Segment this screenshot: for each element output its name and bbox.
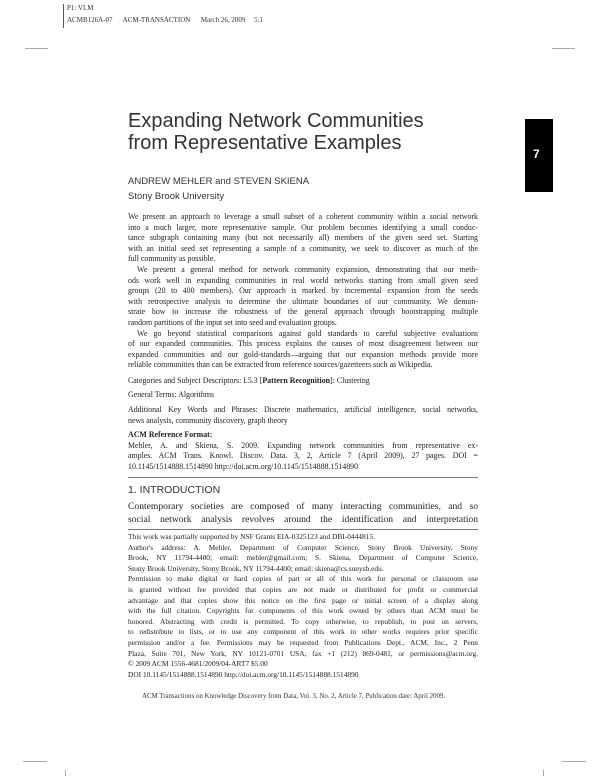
categories-suffix: ]: Clustering: [330, 376, 370, 385]
abstract-line: strate how to increase the robustness of the general approach through bootstrapping multiple: [128, 307, 478, 317]
abstract-line: We present an approach to leverage a small subset of a coherent community within a social network: [128, 212, 478, 221]
crop-mark: [543, 770, 544, 776]
crop-mark: [552, 48, 575, 49]
abstract-line: reliable communities than can be extracted from reference sources/gazetteers such as Wikipedia.: [128, 360, 433, 370]
footnote-line: Stony Brook University, Stony Brook, NY 11794-4400; email: skiena@cs.sunysb.edu.: [128, 563, 384, 573]
header-line1: P1: VLM: [67, 4, 94, 12]
abstract: [128, 212, 478, 371]
categories: [128, 376, 478, 387]
footnote-line: This work was partially supported by NSF Grants EIA-0325123 and DBI-0444815.: [128, 532, 375, 541]
intro-line: social network analysis revolves around the identification and interpretation: [128, 514, 478, 525]
footnote-line: © 2009 ACM 1556-4681/2009/04-ART7 $5.00: [128, 659, 268, 669]
keywords-line: news analysis, community discovery, graph theory: [128, 415, 288, 425]
abstract-line: with an initial seed set representing a sample of a community, we seek to discover as much of the: [128, 243, 478, 253]
footnote-line: honored. Abstracting with credit is permitted. To copy otherwise, to republish, to post on servers,: [128, 616, 478, 626]
abstract-line: full community as possible.: [128, 254, 216, 264]
reference-heading: ACM Reference Format:: [128, 430, 213, 439]
paper-title: [128, 110, 424, 154]
header-journal: ACM-TRANSACTION: [122, 16, 191, 24]
crop-mark: [25, 48, 48, 49]
header-date: March 26, 2009: [200, 16, 246, 24]
footnote-line: Plaza, Suite 701, New York, NY 10121-0701 USA, fax +1 (212) 869-0481, or permissions@acm.org.: [128, 648, 478, 658]
abstract-line: random partitions of the input set into seed and evaluation groups.: [128, 317, 337, 327]
reference-line: Mehler, A. and Skiena, S. 2009. Expanding network communities from representative ex-: [128, 440, 478, 450]
affiliation: Stony Brook University: [128, 191, 225, 202]
header-time: 5:1: [254, 16, 264, 24]
crop-mark: [23, 761, 47, 762]
crop-mark: [65, 770, 66, 776]
authors: ANDREW MEHLER and STEVEN SKIENA: [128, 176, 310, 187]
header-line2: [67, 16, 263, 25]
section-rule: [128, 477, 478, 478]
footnote-line: to redistribute to lists, or to use any component of this work in other works requires prior specific: [128, 627, 478, 637]
footnote: [128, 532, 478, 680]
abstract-line: of our expanded communities. This process explains the causes of most disagreement between our: [128, 339, 478, 349]
abstract-line: into a much larger, more representative sample. Our problem becomes identifying a small conduc-: [128, 222, 478, 232]
footnote-line: Brook, NY 11794-4400; email: mehler@gmail.com; S. Skiena, Department of Computer Science,: [128, 553, 478, 563]
header-bar: [63, 4, 64, 28]
page-footer: ACM Transactions on Knowledge Discovery from Data, Vol. 3, No. 2, Article 7, Publication date: April 2009.: [142, 693, 446, 700]
footnote-line: permission and/or a fee. Permissions may be requested from Publications Dept., ACM, Inc., 2 Penn: [128, 637, 478, 647]
abstract-line: tance subgraph containing many (but not necessarily all) members of the given seed set. Starting: [128, 233, 478, 243]
footnote-line: DOI 10.1145/1514888.1514890 http://doi.acm.org/10.1145/1514888.1514890: [128, 669, 359, 679]
abstract-line: groups (20 to 400 members). Our approach is marked by incremental expansion from the seeds: [128, 286, 478, 296]
reference-line: amples. ACM Trans. Knowl. Discov. Data. 3, 2, Article 7 (April 2009), 27 pages. DOI =: [128, 451, 478, 461]
general-terms-text: General Terms: Algorithms: [128, 390, 215, 399]
categories-prefix: Categories and Subject Descriptors: I.5.3 [: [128, 376, 263, 385]
header-code: ACMB126A-07: [67, 16, 113, 24]
crop-mark: [562, 761, 586, 762]
footnote-line: Author's address: A. Mehler, Department of Computer Science, Stony Brook University, Stony: [128, 542, 478, 552]
keywords: [128, 405, 478, 426]
section-heading: 1. INTRODUCTION: [128, 484, 221, 496]
reference-line: 10.1145/1514888.1514890 http://doi.acm.org/10.1145/1514888.1514890: [128, 461, 359, 471]
article-number-tab: [525, 119, 553, 192]
footnote-rule: [128, 529, 478, 530]
abstract-line: We present a general method for network community expansion, demonstrating that our meth-: [137, 264, 478, 274]
footnote-line: advantage and that copies show this notice on the first page or initial screen of a display along: [128, 595, 478, 605]
abstract-line: ods work well in expanding communities in real world networks starting from small given seed: [128, 275, 478, 285]
abstract-line: We go beyond statistical comparisons against gold standards to careful subjective evaluations: [137, 328, 478, 338]
footnote-line: with the full citation. Copyrights for components of this work owned by others than ACM must be: [128, 606, 478, 616]
footnote-line: is granted without fee provided that copies are not made or distributed for profit or commercial: [128, 584, 478, 594]
intro-text: [128, 500, 478, 526]
general-terms: [128, 390, 478, 401]
reference-format: [128, 430, 478, 472]
title-line: from Representative Examples: [128, 132, 402, 154]
footnote-line: Permission to make digital or hard copies of part or all of this work for personal or classroom use: [128, 574, 478, 584]
title-line: Expanding Network Communities: [128, 110, 424, 132]
keywords-line: Additional Key Words and Phrases: Discrete mathematics, artificial intelligence, social networks,: [128, 405, 478, 414]
abstract-line: expanded communities and our gold-standards—arguing that our expansion methods provide more: [128, 349, 478, 359]
intro-line: Contemporary societies are composed of many interacting communities, and so: [128, 501, 478, 512]
abstract-line: with retrospective analysis to determine the ultimate boundaries of our community. We demon-: [128, 296, 478, 306]
categories-bold: Pattern Recognition: [262, 376, 331, 385]
article-number: 7: [533, 147, 540, 161]
